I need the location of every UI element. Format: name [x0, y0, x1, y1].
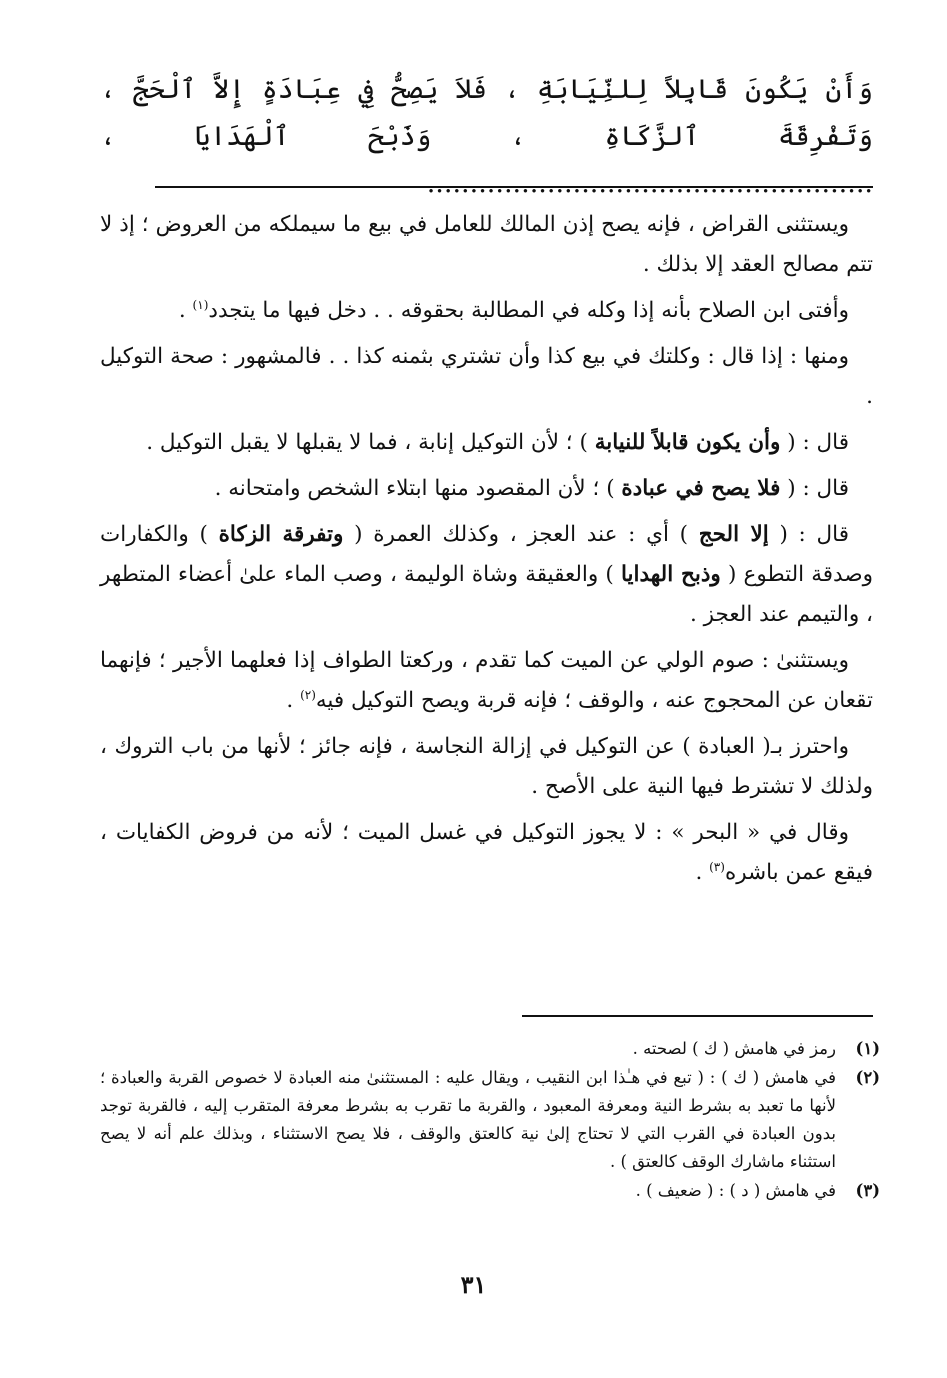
paragraph-7: ويستثنىٰ : صوم الولي عن الميت كما تقدم ، وركعتا الطواف إذا فعلهما الأجير ؛ فإنهما تقعان عن المحجوج عنه ، والوقف ؛ فإنه قربة ويصح التوكيل فيه$^{(٢)}$ .: [100, 648, 873, 713]
paragraph-9: وقال في « البحر » : لا يجوز التوكيل في غسل الميت ؛ لأنه من فروض الكفايات ، فيقع عمن باشره$^{(٣)}$ .: [100, 820, 873, 885]
footnote-number: (١): [855, 1039, 880, 1058]
footnote-number: (٣): [855, 1181, 880, 1200]
footnote-text: في هامش ( ك ) : ( تبع في هـٰذا ابن النقيب ، ويقال عليه : المستثنىٰ منه العبادة لا خصوص القربة والعبادة ؛ لأنها ما تعبد به بشرط النية ومعرفة المعبود ، والقربة ما تقرب به بشرط معرفة المتقرب إليه ، فالقربة توجد بدون العبادة في القرب التي لا تحتاج إلىٰ نية كالعتق والوقف ، فلا يصح الاستثناء ، وبذلك علم أنه لا يصح استثناء ماشارك الوقف كالعتق ) .: [100, 1068, 836, 1171]
paragraph-2: وأفتى ابن الصلاح بأنه إذا وكله في المطالبة بحقوقه . . دخل فيها ما يتجدد$^{(١)}$ .: [178, 297, 849, 323]
footnote-1: [100, 1035, 880, 1063]
matn-quote: وذبح الهدايا: [620, 562, 721, 587]
footnote-text: رمز في هامش ( ك ) لصحته .: [632, 1039, 836, 1058]
commentary-body: [100, 205, 873, 899]
footnote-3: [100, 1177, 880, 1205]
matn-quote: فلا يصح في عبادة: [621, 476, 781, 501]
footnote-ref-3[interactable]: (٣): [709, 859, 725, 874]
paragraph-3: ومنها : إذا قال : وكلتك في بيع كذا وأن تشتري بثمنه كذا . . فالمشهور : صحة التوكيل .: [100, 344, 873, 409]
page-number: ٣١: [460, 1270, 487, 1299]
matn-dots: ....................................................: [426, 168, 873, 199]
paragraph-6: قال : ( إلا الحج ) أي : عند العجز ، وكذلك العمرة ( وتفرقة الزكاة ) والكفارات وصدقة التطوع ( وذبح الهدايا ) والعقيقة وشاة الوليمة ، وصب الماء علىٰ أعضاء المتطهر ، والتيمم عند العجز .: [100, 522, 873, 627]
matn-quote: وتفرقة الزكاة: [218, 522, 344, 547]
paragraph-8: واحترز بـ( العبادة ) عن التوكيل في إزالة النجاسة ، فإنه جائز ؛ لأنها من باب التروك ، ولذلك لا تشترط فيها النية على الأصح .: [100, 734, 873, 799]
footnote-2: [100, 1064, 880, 1176]
footnotes: [100, 1035, 880, 1206]
footnote-number: (٢): [855, 1068, 880, 1087]
paragraph-1: ويستثنى القراض ، فإنه يصح إذن المالك للعامل في بيع ما سيملكه من العروض ؛ إذ لا تتم مصالح العقد إلا بذلك .: [100, 212, 873, 277]
footnote-ref-1[interactable]: (١): [192, 297, 209, 312]
paragraph-4: قال : ( وأن يكون قابلاً للنيابة ) ؛ لأن التوكيل إنابة ، فما لا يقبلها لا يقبل التوكيل .: [146, 430, 849, 455]
footnote-text: في هامش ( د ) : ( ضعيف ) .: [635, 1181, 836, 1200]
footnote-separator-line: [522, 1015, 873, 1017]
footnote-ref-2[interactable]: (٢): [300, 687, 316, 702]
matn-quote: وأن يكون قابلاً للنيابة: [594, 430, 781, 455]
paragraph-5: قال : ( فلا يصح في عبادة ) ؛ لأن المقصود منها ابتلاء الشخص وامتحانه .: [214, 476, 849, 501]
matn-quote: إلا الحج: [698, 522, 769, 547]
matn-separator-line: [155, 186, 873, 188]
matn-line: وَأَنْ يَكُونَ قَابِلاً لِلنِّيَابَةِ ، فَلاَ يَصِحُّ فِي عِبَادَةٍ إِلاَّ ٱلْحَجَّ ، وَتَفْرِقَةَ ٱلزَّكَاةِ ، وَذَبْحَ ٱلْهَدَايَا ،: [100, 74, 873, 152]
